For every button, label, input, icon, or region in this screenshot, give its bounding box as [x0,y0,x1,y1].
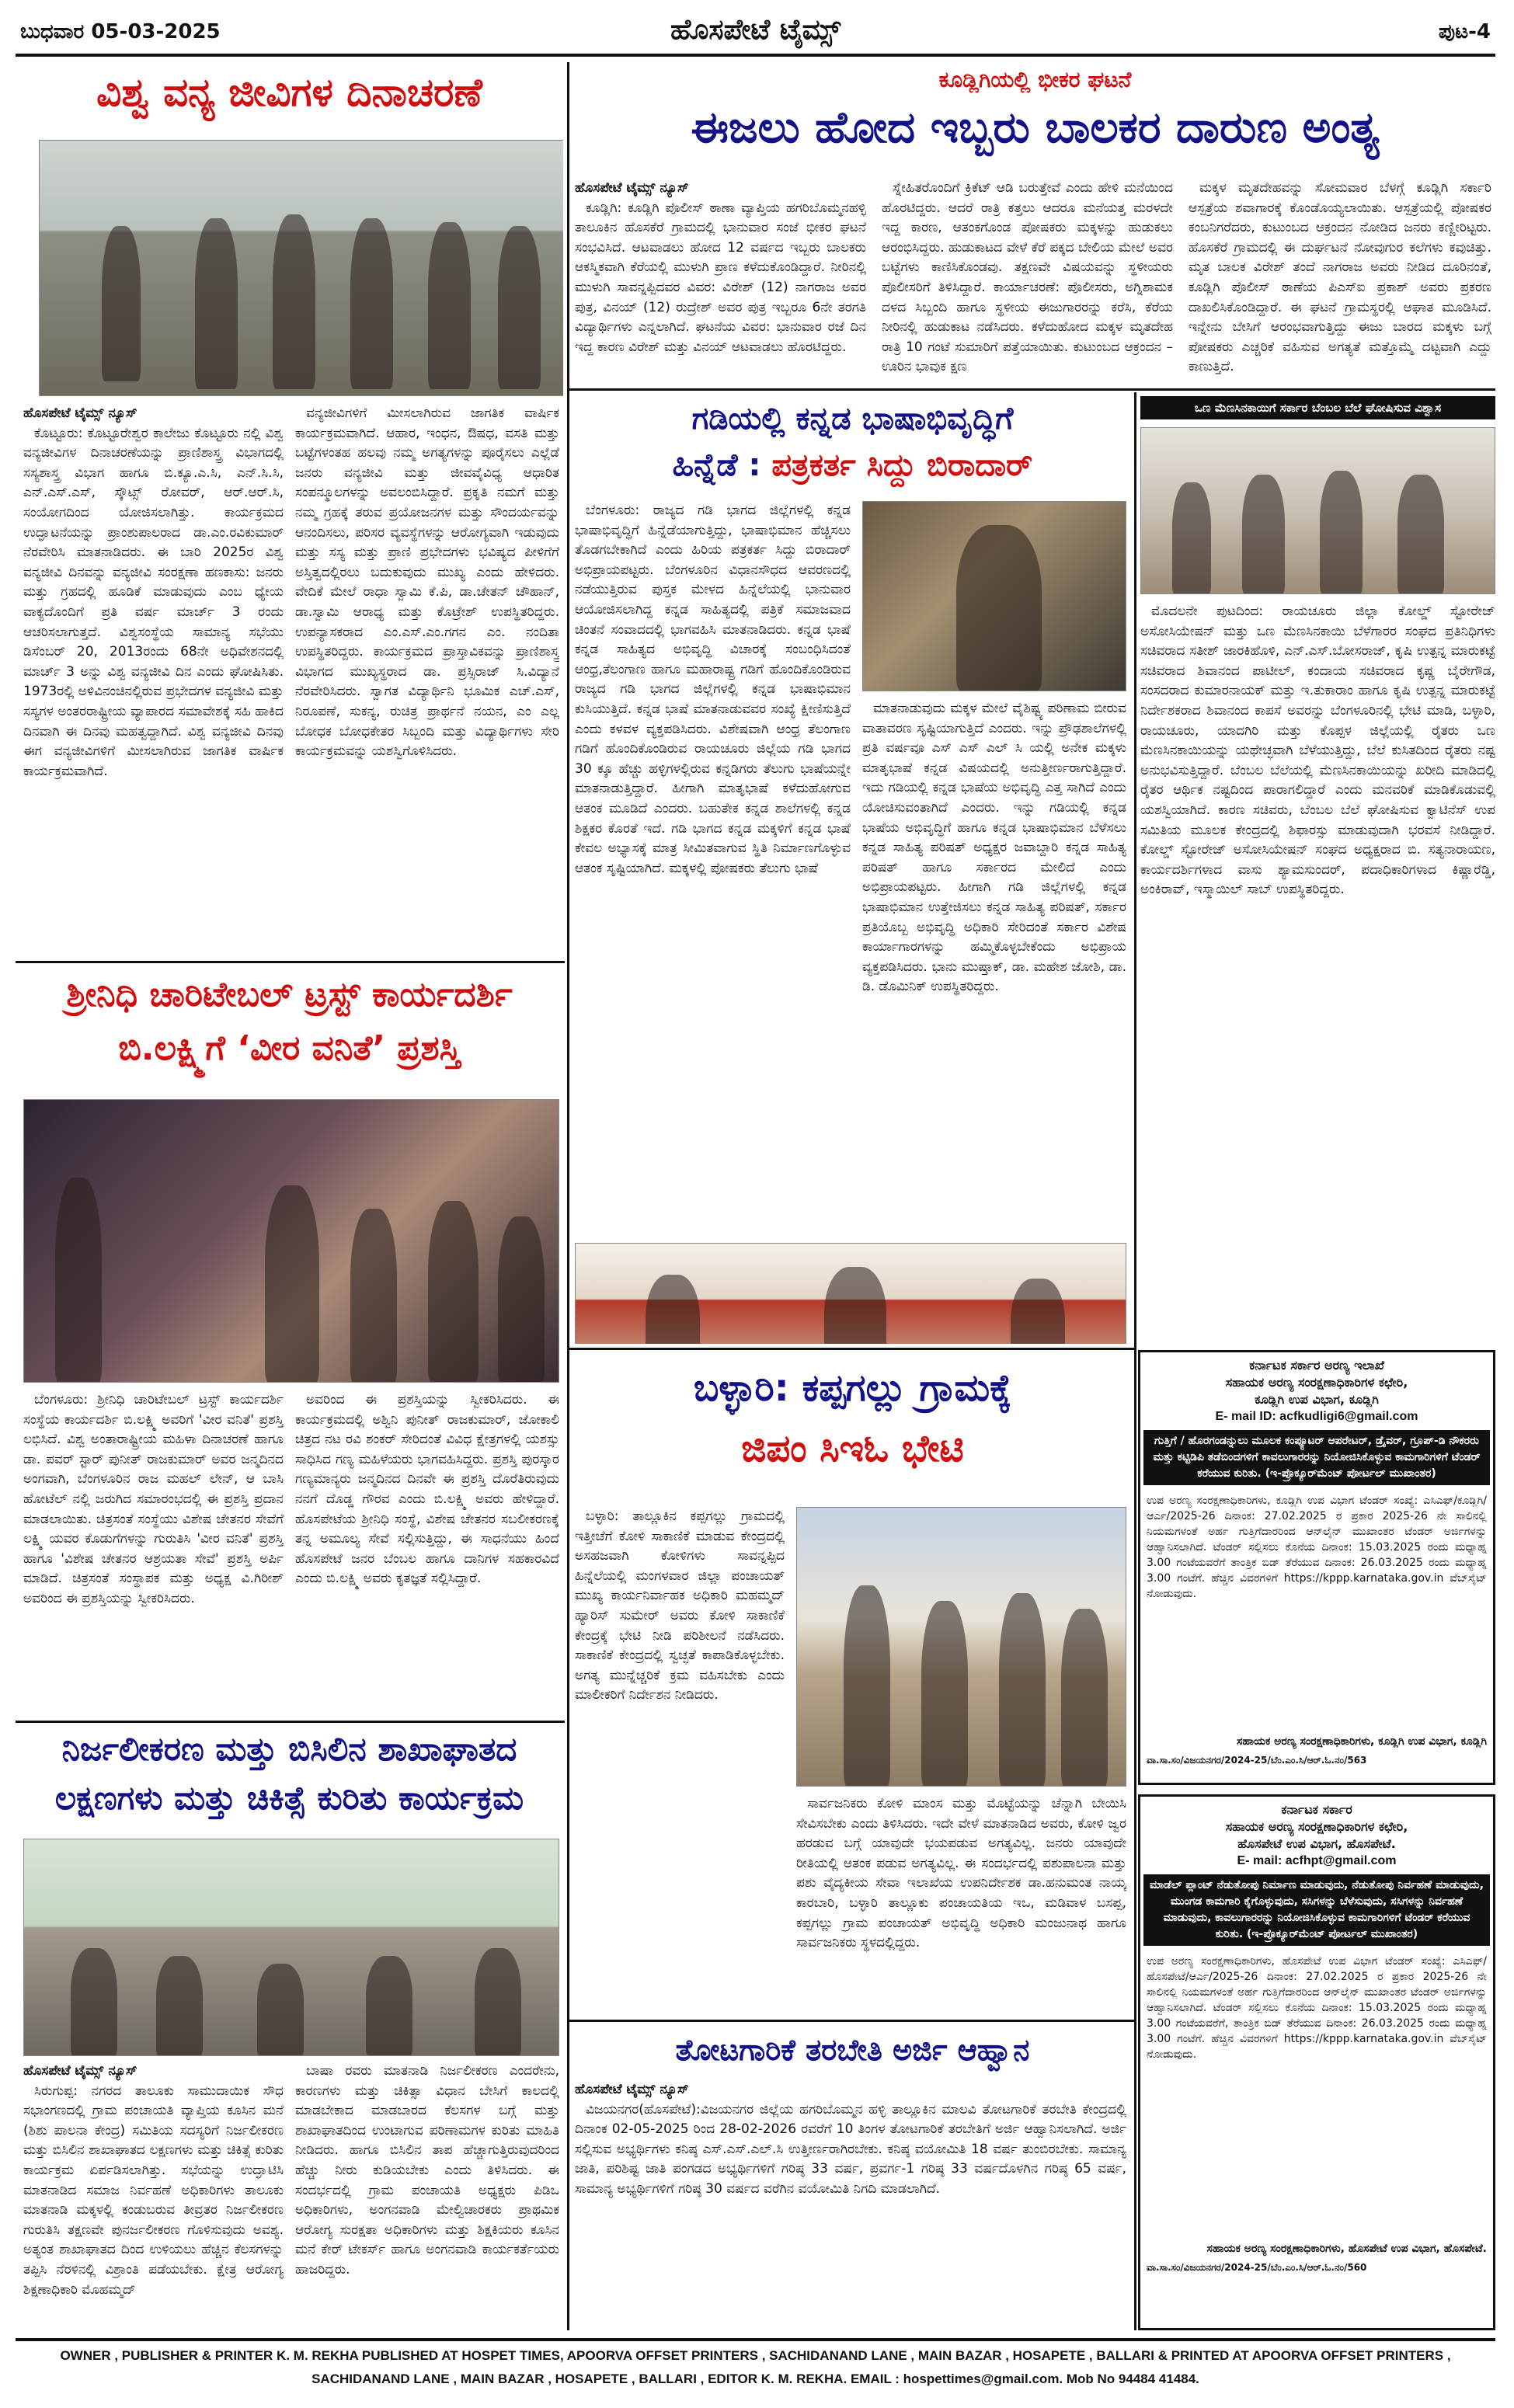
drowning-kicker: ಕೂಡ್ಲಿಗಿಯಲ್ಲಿ ಭೀಕರ ಘಟನೆ [938,67,1132,92]
tender1-title-3: ಕೂಡ್ಲಿಗಿ ಉಪ ವಿಭಾಗ, ಕೂಡ್ಲಿಗಿ [1255,1392,1379,1407]
tender-notice-hosapete [1138,1794,1495,2330]
section-divider [16,961,565,963]
column-divider [1134,1348,1136,2330]
section-divider [16,1721,565,1723]
tender1-subject: ಗುತ್ತಿಗೆ / ಹೊರಗಂಡನ್ನುಲು ಮೂಲಕ ಕಂಪ್ಯೂಟರ್ ಆಪರೇಟರ್, ಡ್ರೈವರ್, ಗ್ರೂಪ್-ಡಿ ನೌಕರರು ಮತ್ತು ಕಟ್ಟಿಡಿಪಿ ತಡೆಬಿಂದಗಳಿಗೆ ಕಾವಲುಗಾರರನ್ನು ನಿಯೋಜಿಸಿಕೊಳ್ಳುವ ಕಾಮಗಾರಿಗಳಿಗೆ ಟೆಂಡರ್ ಕರೆಯುವ ಕುರಿತು. (ಇ-ಪ್ರೊಕ್ಯೂರ್‌ಮೆಂಟ್ ಪೋರ್ಟಲ್ ಮುಖಾಂತರ) [1143,1430,1490,1485]
kannada-headline-2b: ಪತ್ರಕರ್ತ ಸಿದ್ದು ಬಿರಾದಾರ್ [771,447,1033,483]
poultry-visit-photo [796,1507,1126,1787]
tender2-title-2: ಸಹಾಯಕ ಅರಣ್ಯ ಸಂರಕ್ಷಣಾಧಿಕಾರಿಗಳ ಕಛೇರಿ, [1225,1819,1408,1834]
chilli-body [1140,602,1495,1332]
wildlife-text-right: ವನ್ಯಜೀವಿಗಳಿಗೆ ಮೀಸಲಾಗಿರುವ ಜಾಗತಿಕ ವಾರ್ಷಿಕ ಕಾರ್ಯಕ್ರಮವಾಗಿದೆ. ಆಹಾರ, ಇಂಧನ, ಔಷಧ, ವಸತಿ ಮತ್ತು ಬಟ್ಟೆಗಳಂತಹ ಹಲವು ನಮ್ಮ ಅಗತ್ಯಗಳನ್ನು ಪೂರೈಸಲು ಎಲ್ಲೆಡೆ ಜನರು ವನ್ಯಜೀವಿ ಮತ್ತು ಜೀವವೈವಿಧ್ಯ ಆಧಾರಿತ ಸಂಪನ್ಮೂಲಗಳನ್ನು ಅವಲಂಬಿಸಿದ್ದಾರೆ. ಪ್ರಕೃತಿ ನಮಗೆ ಮತ್ತು ನಮ್ಮ ಗ್ರಹಕ್ಕೆ ತರುವ ಪ್ರಯೋಜನಗಳ ಮತ್ತು ಸೌಂದರ್ಯವನ್ನು ಆನಂದಿಸಲು, ಪರಿಸರ ವ್ಯವಸ್ಥೆಗಳನ್ನು ಆರೋಗ್ಯವಾಗಿ ಇಡುವುದು ಮತ್ತು ಸಸ್ಯ ಮತ್ತು ಪ್ರಾಣಿ ಪ್ರಭೇದಗಳು ಭವಿಷ್ಯದ ಪೀಳಿಗೆಗೆ ಅಸ್ತಿತ್ವದಲ್ಲಿರಲು ಬದುಕುವುದು ಮುಖ್ಯ ಎಂದು ಹೇಳಿದರು. ವೇದಿಕೆ ಮೇಲೆ ರಾಧಾ ಸ್ವಾಮಿ ಕೆ.ಪಿ, ಡಾ.ಚೇತನ್ ಚೌಹಾನ್, ಡಾ.ಸ್ವಾಮಿ ಆರಾಧ್ಯ ಮತ್ತು ಕೊಟ್ರೇಶ್ ಉಪಸ್ಥಿತರಿದ್ದರು. ಉಪನ್ಯಾಸಕರಾದ ಎಂ.ಎಸ್.ಎಂ.ಗಗನ ಎಂ. ನಂದಿತಾ ಉಪಸ್ಥಿತರಿದ್ದರು. ಕಾರ್ಯಕ್ರಮದ ಪ್ರಾಸ್ತಾವಿಕವನ್ನು ಪ್ರಾಣಿಶಾಸ್ತ್ರ ವಿಭಾಗದ ಮುಖ್ಯಸ್ಥರಾದ ಡಾ. ಪ್ರಸ್ಸಿರಾಜ್ ಸಿ.ವಿದ್ಯಾನೆ ನೆರವೇರಿಸಿದರು. ಸ್ವಾಗತ ವಿದ್ಯಾರ್ಥಿನಿ ಭೂಮಿಕ ಎಚ್.ಎಸ್, ನಿರೂಪಣೆ, ಸುಕನ್ಯ, ರುಚಿತ್ರ ಪ್ರಾರ್ಥನೆ ನಯನ, ಎಂ ಎಲ್ಲ ಬೋಧಕ ಬೋಧಕೇತರ ಸಿಬ್ಬಂದಿ ಮತ್ತು ವಿದ್ಯಾರ್ಥಿಗಳು ಸೇರಿ ಕಾರ್ಯಕ್ರಮವನ್ನು ಯಶಸ್ವಿಗೊಳಿಸಿದರು. [295,405,559,760]
srinidhi-text-right: ಅವರಿಂದ ಈ ಪ್ರಶಸ್ತಿಯನ್ನು ಸ್ವೀಕರಿಸಿದರು. ಈ ಕಾರ್ಯಕ್ರಮದಲ್ಲಿ ಅಶ್ವಿನಿ ಪುನೀತ್ ರಾಜಕುಮಾರ್, ಜೋಕಾಲಿ ಚಿತ್ರದ ನಟ ರವಿ ಶಂಕರ್ ಸೇರಿದಂತೆ ವಿವಿಧ ಕ್ಷೇತ್ರಗಳಲ್ಲಿ ಯಶಸ್ಸು ಸಾಧಿಸಿದ ಗಣ್ಯ ಮಹಿಳೆಯರು ಭಾಗವಹಿಸಿದ್ದರು. ಪ್ರಶಸ್ತಿ ಪುರಸ್ಕಾರ ಗಣ್ಯಮಾನ್ಯರು ಜನ್ಮದಿನದ ದಿನವೇ ಈ ಪ್ರಶಸ್ತಿ ದೊರೆತಿರುವುದು ನನಗೆ ದೊಡ್ಡ ಗೌರವ ಎಂದು ಬಿ.ಲಕ್ಷ್ಮಿ ಅವರು ಹೇಳಿದ್ದಾರೆ. ಹೊಸಪೇಟೆಯ ಶ್ರೀನಿಧಿ ಸಂಸ್ಥೆ, ವಿಶೇಷ ಚೇತನರ ಸಬಲೀಕರಣಕ್ಕೆ ತನ್ನ ಅಮೂಲ್ಯ ಸೇವೆ ಸಲ್ಲಿಸುತ್ತಿದ್ದು, ಈ ಸಾಧನೆಯು ಹಿಂದೆ ಹೊಸಪೇಟೆ ಜನರ ಬೆಂಬಲ ಹಾಗೂ ದಾನಿಗಳ ಸಹಕಾರವಿದೆ ಎಂದು ಬಿ.ಲಕ್ಷ್ಮಿ ಅವರು ಕೃತಜ್ಞತೆ ಸಲ್ಲಿಸಿದ್ದಾರೆ. [295,1392,559,1587]
dehydration-headline-2: ಲಕ್ಷಣಗಳು ಮತ್ತು ಚಿಕಿತ್ಸೆ ಕುರಿತು ಕಾರ್ಯಕ್ರಮ [54,1778,524,1817]
tender2-subject: ಮಾಡೆಲ್ ಪ್ಲಾಂಟ್ ನೆಡುತೋಪು ನಿರ್ಮಾಣ ಮಾಡುವುದು, ನೆಡುತೋಪು ನಿರ್ವಹಣೆ ಮಾಡುವುದು, ಮುಂಗಡ ಕಾಮಗಾರಿ ಕೈಗೊಳ್ಳುವುದು, ಸಸಿಗಳನ್ನು ಬೆಳೆಸುವುದು, ಸಸಿಗಳನ್ನು ನಿರ್ವಹಣೆ ಮಾಡುವುದು, ಕಾವಲುಗಾರರನ್ನು ನಿಯೋಜಿಸಿಕೊಳ್ಳುವ ಕಾಮಗಾರಿಗಳಿಗೆ ಟೆಂಡರ್ ಕರೆಯುವ ಕುರಿತು. (ಇ-ಪ್ರೊಕ್ಯೂರ್‌ಮೆಂಟ್ ಪೋರ್ಟಲ್ ಮುಖಾಂತರ) [1143,1874,1490,1946]
srinidhi-body-left [23,1390,284,1713]
ballari-headline-1: ಬಳ್ಳಾರಿ: ಕಪ್ಪಗಲ್ಲು ಗ್ರಾಮಕ್ಕೆ [693,1366,1012,1410]
dehydration-body-right [295,2062,559,2330]
kannada-text-left: ಬೆಂಗಳೂರು: ರಾಜ್ಯದ ಗಡಿ ಭಾಗದ ಜಿಲ್ಲೆಗಳಲ್ಲಿ ಕನ್ನಡ ಭಾಷಾಭಿವೃದ್ಧಿಗೆ ಹಿನ್ನೆಡೆಯಾಗುತ್ತಿದ್ದು, ಭಾಷಾಭಿಮಾನ ಹೆಚ್ಚಿಸಲು ತೊಡಗಬೇಕಾಗಿದೆ ಎಂದು ಹಿರಿಯ ಪತ್ರಕರ್ತ ಸಿದ್ದು ಬಿರಾದಾರ್ ಅಭಿಪ್ರಾಯಪಟ್ಟರು. ಬೆಂಗಳೂರಿನ ವಿಧಾನಸೌಧದ ಆವರಣದಲ್ಲಿ ನಡೆಯುತ್ತಿರುವ ಪುಸ್ತಕ ಮೇಳದ ಹಿನ್ನೆಲೆಯಲ್ಲಿ ಭಾನುವಾರ ಆಯೋಜಿಸಲಾಗಿದ್ದ ಕನ್ನಡ ಸಾಹಿತ್ಯದಲ್ಲಿ ಪತ್ರಿಕೆ ಸಮಾಜವಾದ ಚಿಂತನೆ ಸಂವಾದದಲ್ಲಿ ಭಾಗವಹಿಸಿ ಮಾತನಾಡಿದರು. ಕನ್ನಡ ಭಾಷೆ ಕನ್ನಡ ಸಾಹಿತ್ಯದ ಅಭಿವೃದ್ಧಿ ವಿಚಾರಕ್ಕೆ ಸಂಬಂಧಿಸಿದಂತೆ ಆಂಧ್ರ,ತೆಲಂಗಾಣ ಹಾಗೂ ಮಹಾರಾಷ್ಟ್ರ ಗಡಿಗೆ ಹೊಂದಿಕೊಂಡಿರುವ ರಾಜ್ಯದ ಗಡಿ ಭಾಗದ ಜಿಲ್ಲೆಗಳಲ್ಲಿ ಕನ್ನಡ ಭಾಷಾಭಿಮಾನ ಕುಸಿಯುತ್ತಿದೆ. ಕನ್ನಡ ಭಾಷೆ ಮಾತನಾಡುವವರ ಸಂಖ್ಯೆ ಕ್ಷೀಣಿಸುತ್ತಿದೆ ಎಂದು ಕಳವಳ ವ್ಯಕ್ತಪಡಿಸಿದರು. ವಿಶೇಷವಾಗಿ ಆಂಧ್ರ ತೆಲಂಗಾಣ ಗಡಿಗೆ ಹೊಂದಿಕೊಂಡಿರುವ ರಾಯಚೂರು ಜಿಲ್ಲೆಯ ಗಡಿ ಭಾಗದ 30 ಕ್ಕೂ ಹೆಚ್ಚು ಹಳ್ಳಿಗಳಲ್ಲಿರುವ ಕನ್ನಡಿಗರು ತೆಲುಗು ಭಾಷೆಯನ್ನೇ ಮಾತನಾಡುತ್ತಿದ್ದಾರೆ. ಹೀಗಾಗಿ ಮಾತೃಭಾಷೆ ಕಳೆದುಹೋಗುವ ಆತಂಕ ಮೂಡಿದೆ ಎಂದರು. ಬಹುತೇಕ ಕನ್ನಡ ಶಾಲೆಗಳಲ್ಲಿ ಕನ್ನಡ ಶಿಕ್ಷಕರ ಕೊರತೆ ಇದೆ. ಗಡಿ ಭಾಗದ ಕನ್ನಡ ಮಕ್ಕಳಿಗೆ ಕನ್ನಡ ಭಾಷೆ ಕೇವಲ ಅಭ್ಯಾಸಕ್ಕೆ ಮಾತ್ರ ಸೀಮಿತವಾಗುವ ಸ್ಥಿತಿ ನಿರ್ಮಾಣಗೊಳ್ಳುವ ಆತಂಕ ಸೃಷ್ಟಿಯಾಗಿದೆ. ಮಕ್ಕಳಲ್ಲಿ ಪೋಷಕರು ತೆಲುಗು ಭಾಷೆ [575,503,851,876]
drowning-text-1: ಕೂಡ್ಲಿಗಿ: ಕೂಡ್ಲಿಗಿ ಪೊಲೀಸ್ ಠಾಣಾ ವ್ಯಾಪ್ತಿಯ ಹಗರಿಬೊಮ್ಮನಹಳ್ಳಿ ತಾಲೂಕಿನ ಹೊಸಕೆರೆ ಗ್ರಾಮದಲ್ಲಿ ಭಾನುವಾರ ಸಂಜೆ ಭೀಕರ ಘಟನೆ ಸಂಭವಿಸಿದೆ. ಆಟವಾಡಲು ಹೋದ 12 ವರ್ಷದ ಇಬ್ಬರು ಬಾಲಕರು ಆಕಸ್ಮಿಕವಾಗಿ ಕೆರೆಯಲ್ಲಿ ಮುಳುಗಿ ಪ್ರಾಣ ಕಳೆದುಕೊಂಡಿದ್ದಾರೆ. ನೀರಿನಲ್ಲಿ ಮುಳುಗಿ ಸಾವನ್ನಪ್ಪಿದವರ ವಿವರ: ವಿರೇಶ್ (12) ನಾಗರಾಜ ಅವರ ಪುತ್ರ, ವಿನಯ್ (12) ರುದ್ರೇಶ್ ಅವರ ಪುತ್ರ ಇಬ್ಬರೂ 6ನೇ ತರಗತಿ ವಿದ್ಯಾರ್ಥಿಗಳು ಎನ್ನಲಾಗಿದೆ. ಘಟನೆಯ ವಿವರ: ಭಾನುವಾರ ರಜೆ ದಿನ ಇದ್ದ ಕಾರಣ ವಿರೇಶ್ ಮತ್ತು ವಿನಯ್ ಆಟವಾಡಲು ಹೊರಟಿದ್ದರು. [575,200,866,355]
kannada-text-right: ಮಾತನಾಡುವುದು ಮಕ್ಕಳ ಮೇಲೆ ವೈಶಿಷ್ಟ್ಯ ಪರಿಣಾಮ ಬೀರುವ ವಾತಾವರಣ ಸೃಷ್ಟಿಯಾಗುತ್ತಿದೆ ಎಂದರು. ಇನ್ನು ಪ್ರೌಢಶಾಲೆಗಳಲ್ಲಿ ಪ್ರತಿ ವರ್ಷವೂ ಎಸ್ ಎಸ್ ಎಲ್ ಸಿ ಯಲ್ಲಿ ಅನೇಕ ಮಕ್ಕಳು ಮಾತೃಭಾಷೆ ಕನ್ನಡ ವಿಷಯದಲ್ಲಿ ಅನುತ್ತೀರ್ಣರಾಗುತ್ತಿದ್ದಾರೆ. ಇದು ಗಡಿಯಲ್ಲಿ ಕನ್ನಡ ಭಾಷೆಯ ಅಭಿವೃದ್ಧಿ ಎತ್ತ ಸಾಗಿದೆ ಎಂದು ಯೋಚಿಸುವಂತಾಗಿದೆ ಎಂದರು. ಇನ್ನು ಗಡಿಯಲ್ಲಿ ಕನ್ನಡ ಭಾಷೆಯ ಅಭಿವೃದ್ಧಿಗೆ ಹಾಗೂ ಕನ್ನಡ ಭಾಷಾಭಿಮಾನ ಬೆಳೆಸಲು ಕನ್ನಡ ಸಾಹಿತ್ಯ ಪರಿಷತ್ ಅಧ್ಯಕ್ಷರ ಜವಾಬ್ದಾರಿ ಕನ್ನಡ ಸಾಹಿತ್ಯ ಪರಿಷತ್ ಹಾಗೂ ಸರ್ಕಾರದ ಮೇಲಿದೆ ಎಂದು ಅಭಿಪ್ರಾಯಪಟ್ಟರು. ಹೀಗಾಗಿ ಗಡಿ ಜಿಲ್ಲೆಗಳಲ್ಲಿ ಕನ್ನಡ ಭಾಷಾಭಿಮಾನ ಉತ್ತೇಜಿಸಲು ಕನ್ನಡ ಸಾಹಿತ್ಯ ಪರಿಷತ್, ಸರ್ಕಾರ ಪ್ರತಿಯೊಬ್ಬ ಅಭಿವೃದ್ಧಿ ಅಧಿಕಾರಿ ಸೇರಿದಂತೆ ಸರ್ಕಾರ ವಿಶೇಷ ಕಾರ್ಯಾಗಾರಗಳನ್ನು ಹಮ್ಮಿಕೊಳ್ಳಬೇಕೆಂದು ಅಭಿಪ್ರಾಯ ವ್ಯಕ್ತಪಡಿಸಿದರು. ಭಾನು ಮುಷ್ತಾಕ್, ಡಾ. ಮಹೇಶ ಜೋಶಿ, ಡಾ. ಡಿ. ಡೊಮಿನಿಕ್ ಉಪಸ್ಥಿತರಿದ್ದರು. [862,701,1126,995]
wildlife-body-left [23,404,284,948]
horticulture-headline: ತೋಟಗಾರಿಕೆ ತರಬೇತಿ ಅರ್ಜಿ ಆಹ್ವಾನ [675,2033,1030,2067]
kannada-article [575,396,1130,1344]
ballari-article [575,1355,1130,2020]
column-divider [1134,392,1136,1348]
section-divider [569,2020,1134,2022]
book-fair-photo [575,1243,1126,1344]
chilli-article [1140,396,1495,1336]
drowning-headline: ಈಜಲು ಹೋದ ಇಬ್ಬರು ಬಾಲಕರ ದಾರುಣ ಅಂತ್ಯ [691,103,1380,153]
newspaper-title: ಹೊಸಪೇಟೆ ಟೈಮ್ಸ್ [670,14,841,46]
srinidhi-headline-1: ಶ್ರೀನಿಧಿ ಚಾರಿಟೇಬಲ್ ಟ್ರಸ್ಟ್ ಕಾರ್ಯದರ್ಶಿ [66,975,513,1014]
masthead [16,14,1495,57]
ballari-body-2 [796,1794,1126,2016]
issue-date: ಬುಧವಾರ 05-03-2025 [20,20,221,43]
drowning-body-2 [882,179,1173,385]
section-divider [569,1348,1134,1350]
drowning-text-3: ಮಕ್ಕಳ ಮೃತದೇಹವನ್ನು ಸೋಮವಾರ ಬೆಳಗ್ಗೆ ಕೂಡ್ಲಿಗಿ ಸರ್ಕಾರಿ ಆಸ್ಪತ್ರೆಯ ಶವಾಗಾರಕ್ಕೆ ಕೊಂಡೊಯ್ಯಲಾಯಿತು. ಆಸ್ಪತ್ರೆಯಲ್ಲಿ ಪೋಷಕರ ಕಂಬನಿಗರೆದರು, ಕುಟುಂಬದ ಆಕ್ರಂದನ ನೋಡಿದ ಜನರು ಕಣ್ಣೀರಿಟ್ಟರು. ಹೊಸಕೆರೆ ಗ್ರಾಮದಲ್ಲಿ ಈ ದುರ್ಘಟನೆ ನೋವುಗುರ ಕಲೆಗಳು ಕವುಚಿತ್ತು. ಮೃತ ಬಾಲಕ ವಿರೇಶ್ ತಂದೆ ನಾಗರಾಜ ಅವರು ನೀಡಿದ ದೂರಿನಂತೆ, ಕೂಡ್ಲಿಗಿ ಪೊಲೀಸ್ ಠಾಣೆಯ ಪಿಎಸ್‌ಐ ಪ್ರಕಾಶ್ ಅವರು ಪ್ರಕರಣ ದಾಖಲಿಸಿಕೊಂಡಿದ್ದಾರೆ. ಈ ಘಟನೆ ಗ್ರಾಮಸ್ಥರಲ್ಲಿ ಆಘಾತ ಮೂಡಿಸಿದೆ. ಇನ್ನೇನು ಬೇಸಿಗೆ ಆರಂಭವಾಗುತ್ತಿದ್ದು ಈಜು ಬಾರದ ಮಕ್ಕಳು ಬಗ್ಗೆ ಪೋಷಕರು ಎಚ್ಚರಿಕೆ ವಹಿಸುವ ಅಗತ್ಯತೆ ಮತ್ತೊಮ್ಮೆ ದಟ್ಟವಾಗಿ ಎದ್ದು ಕಾಣುತ್ತಿದೆ. [1189,180,1491,375]
tender1-ref: ವಾ.ಸಾ.ಸಂ/ವಿಜಯನಗರ/2024-25/ಬೆಂ.ಎಂ.ಸಿ/ಆರ್.ಓ.ನಂ/563 [1147,1755,1367,1766]
imprint-line-1: OWNER , PUBLISHER & PRINTER K. M. REKHA PUBLISHED AT HOSPET TIMES, APOORVA OFFSET PRINTERS , SACHIDANAND LANE , MAIN BAZAR , HOSAPETE , BALLARI & PRINTED AT APOORVA OFFSET PRINTERS , [60,2348,1451,2363]
wildlife-article [16,62,563,955]
section-divider [569,388,1495,391]
drowning-text-2: ಸ್ನೇಹಿತರೊಂದಿಗೆ ಕ್ರಿಕೆಟ್ ಆಡಿ ಬರುತ್ತೇವೆ ಎಂದು ಹೇಳಿ ಮನೆಯಿಂದ ಹೊರಟಿದ್ದರು. ಆದರೆ ರಾತ್ರಿ ಕತ್ತಲು ಆದರೂ ಮನೆಯತ್ತ ಮರಳದೇ ಇದ್ದ ಕಾರಣ, ಆತಂಕಗೊಂಡ ಪೋಷಕರು ಮಕ್ಕಳನ್ನು ಹುಡುಕಲು ಆರಂಭಿಸಿದ್ದರು. ಹುಡುಕಾಟದ ವೇಳೆ ಕೆರೆ ಪಕ್ಕದ ಬೇಲಿಯ ಮೇಲೆ ಅವರ ಬಟ್ಟೆಗಳು ಕಾಣಿಸಿಕೊಂಡವು. ತಕ್ಷಣವೇ ವಿಷಯವನ್ನು ಸ್ಥಳೀಯರು ಪೊಲೀಸರಿಗೆ ತಿಳಿಸಿದ್ದಾರೆ. ಕಾರ್ಯಾಚರಣೆ: ಪೊಲೀಸರು, ಅಗ್ನಿಶಾಮಕ ದಳದ ಸಿಬ್ಬಂದಿ ಹಾಗೂ ಸ್ಥಳೀಯ ಈಜುಗಾರರನ್ನು ಕರೆಸಿ, ಕೆರೆಯ ನೀರಿನಲ್ಲಿ ಹುಡುಕಾಟ ನಡೆಸಿದರು. ಕಳೆದುಹೋದ ಮಕ್ಕಳ ಮೃತದೇಹ ರಾತ್ರಿ 10 ಗಂಟೆ ಸುಮಾರಿಗೆ ಪತ್ತೆಯಾಯಿತು. ಕುಟುಂಬದ ಆಕ್ರಂದನ – ಊರಿನ ಭಾವುಕ ಕ್ಷಣ [882,180,1173,375]
ballari-text-1: ಬಳ್ಳಾರಿ: ತಾಲ್ಲೂಕಿನ ಕಪ್ಪಗಲ್ಲು ಗ್ರಾಮದಲ್ಲಿ ಇತ್ತೀಚೆಗೆ ಕೋಳಿ ಸಾಕಾಣಿಕೆ ಮಾಡುವ ಕೇಂದ್ರದಲ್ಲಿ ಅಸಹಜವಾಗಿ ಕೋಳಿಗಳು ಸಾವನ್ನಪ್ಪಿದ ಹಿನ್ನೆಲೆಯಲ್ಲಿ ಮಂಗಳವಾರ ಜಿಲ್ಲಾ ಪಂಚಾಯತ್ ಮುಖ್ಯ ಕಾರ್ಯನಿರ್ವಾಹಕ ಅಧಿಕಾರಿ ಮಹಮ್ಮದ್ ಹ್ಯಾರಿಸ್ ಸುಮೇರ್ ಅವರು ಕೋಳಿ ಸಾಕಾಣಿಕೆ ಕೇಂದ್ರಕ್ಕೆ ಭೇಟಿ ನೀಡಿ ಪರಿಶೀಲನೆ ನಡೆಸಿದರು. ಸಾಕಾಣಿಕೆ ಕೇಂದ್ರದಲ್ಲಿ ಸ್ವಚ್ಛತೆ ಕಾಪಾಡಿಕೊಳ್ಳಬೇಕು. ಅಗತ್ಯ ಮುನ್ನೆಚ್ಚರಿಕೆ ಕ್ರಮ ವಹಿಸಬೇಕು ಎಂದು ಮಾಲೀಕರಿಗೆ ನಿರ್ದೇಶನ ನೀಡಿದರು. [575,1508,785,1703]
column-divider [567,62,569,2330]
tender1-title-2: ಸಹಾಯಕ ಅರಣ್ಯ ಸಂರಕ್ಷಣಾಧಿಕಾರಿಗಳ ಕಛೇರಿ, [1225,1375,1408,1390]
tender-notice-kudligi [1138,1350,1495,1785]
tender1-title-1: ಕರ್ನಾಟಕ ಸರ್ಕಾರ ಅರಣ್ಯ ಇಲಾಖೆ [1249,1358,1384,1373]
dehydration-text-right: ಬಾಷಾ ರವರು ಮಾತನಾಡಿ ನಿರ್ಜಲೀಕರಣ ಎಂದರೇನು, ಕಾರಣಗಳು ಮತ್ತು ಚಿಕಿತ್ಸಾ ವಿಧಾನ ಬೇಸಿಗೆ ಕಾಲದಲ್ಲಿ ಮಾಡಬೇಕಾದ ಮಾಡಬಾರದ ಕೆಲಸಗಳ ಬಗ್ಗೆ ಮತ್ತು ಶಾಖಾಘಾತದಿಂದ ಉಂಟಾಗುವ ಪರಿಣಾಮಗಳ ಕುರಿತು ಮಾಹಿತಿ ನೀಡಿದರು. ಹಾಗೂ ಬಿಸಿಲಿನ ತಾಪ ಹೆಚ್ಚಾಗುತ್ತಿರುವುದರಿಂದ ಹೆಚ್ಚು ನೀರು ಕುಡಿಯಬೇಕು ಎಂದು ತಿಳಿಸಿದರು. ಈ ಸಂದರ್ಭದಲ್ಲಿ ಗ್ರಾಮ ಪಂಚಾಯತಿ ಅಧ್ಯಕ್ಷರು ಪಿಡಿಒ ಅಧಿಕಾರಿಗಳು, ಅಂಗನವಾಡಿ ಮೇಲ್ವಿಚಾರಕರು ಪ್ರಾಥಮಿಕ ಆರೋಗ್ಯ ಸುರಕ್ಷತಾ ಅಧಿಕಾರಿಗಳು ಮತ್ತು ಶಿಕ್ಷಕಿಯರು ಕೂಸಿನ ಮನೆ ಕೇರ್ ಟೇಕರ್ಸ್ ಹಾಗೂ ಅಂಗನವಾಡಿ ಕಾರ್ಯಕರ್ತೆಯರು ಹಾಜರಿದ್ದರು. [295,2063,559,2278]
wildlife-body-right [295,404,559,948]
kannada-headline-1: ಗಡಿಯಲ್ಲಿ ಕನ್ನಡ ಭಾಷಾಭಿವೃದ್ಧಿಗೆ [691,401,1014,437]
wildlife-text-left: ಕೊಟ್ಟೂರು: ಕೊಟ್ಟೂರೇಶ್ವರ ಕಾಲೇಜು ಕೊಟ್ಟೂರು ನಲ್ಲಿ ವಿಶ್ವ ವನ್ಯಜೀವಿಗಳ ದಿನಾಚರಣೆಯನ್ನು ಪ್ರಾಣಿಶಾಸ್ತ್ರ ವಿಭಾಗದಲ್ಲಿ ಸಸ್ಯಶಾಸ್ತ್ರ ವಿಭಾಗ ಹಾಗೂ ಬಿ.ಕ್ಯೂ.ಎ.ಸಿ, ಎನ್.ಸಿ.ಸಿ, ಎನ್.ಎಸ್.ಎಸ್, ಸ್ಕೌಟ್ಸ್ ರೋವರ್, ಆರ್.ಆರ್.ಸಿ, ಸಂಯೋಗದಿಂದ ಯೋಜಿಸಲಾಗಿತ್ತು. ಕಾರ್ಯಕ್ರಮದ ಉದ್ಘಾಟನೆಯನ್ನು ಪ್ರಾಂಶುಪಾಲರಾದ ಡಾ.ಎಂ.ರವಿಕುಮಾರ್ ನೆರವೇರಿಸಿ ಮಾತನಾಡಿದರು. ಈ ಬಾರಿ 2025ರ ವಿಶ್ವ ವನ್ಯಜೀವಿ ದಿನವನ್ನು ವನ್ಯಜೀವಿ ಸಂರಕ್ಷಣಾ ಹಣಕಾಸು: ಜನರು ಮತ್ತು ಗ್ರಹದಲ್ಲಿ ಹೂಡಿಕೆ ಮಾಡುವುದು ಎಂಬ ಧ್ಯೇಯ ವಾಕ್ಯದೊಂದಿಗೆ ಪ್ರತಿ ವರ್ಷ ಮಾರ್ಚ್ 3 ರಂದು ಆಚರಿಸಲಾಗುತ್ತದೆ. ವಿಶ್ವಸಂಸ್ಥೆಯ ಸಾಮಾನ್ಯ ಸಭೆಯು ಡಿಸೆಂಬರ್ 20, 2013ರಂದು 68ನೇ ಅಧಿವೇಶನದಲ್ಲಿ ಮಾರ್ಚ್ 3 ಅನ್ನು ವಿಶ್ವ ವನ್ಯಜೀವಿ ದಿನ ಎಂದು ಘೋಷಿಸಿತು. 1973ರಲ್ಲಿ ಅಳಿವಿನಂಚಿನಲ್ಲಿರುವ ಪ್ರಭೇದಗಳ ವನ್ಯಜೀವಿ ಮತ್ತು ಸಸ್ಯಗಳ ಅಂತರರಾಷ್ಟ್ರೀಯ ವ್ಯಾಪಾರದ ಸಮಾವೇಶಕ್ಕೆ ಸಹಿ ಹಾಕಿದ ದಿನವಾಗಿ ಈ ದಿನವು ಮಹತ್ವದ್ದಾಗಿದೆ. ವಿಶ್ವ ವನ್ಯಜೀವಿ ದಿನವು ಈಗ ವನ್ಯಜೀವಿಗಳಿಗೆ ಮೀಸಲಾಗಿರುವ ಜಾಗತಿಕ ವಾರ್ಷಿಕ ಕಾರ್ಯಕ್ರಮವಾಗಿದೆ. [23,425,284,779]
ballari-headline-2: ಜಿಪಂ ಸಿಇಓ ಭೇಟಿ [741,1427,964,1470]
kannada-headline-2 [575,446,1130,485]
horticulture-text: ವಿಜಯನಗರ(ಹೊಸಪೇಟೆ):ವಿಜಯನಗರ ಜಿಲ್ಲೆಯ ಹಗರಿಬೊಮ್ಮನ ಹಳ್ಳಿ ತಾಲ್ಲೂಕಿನ ಮಾಲವಿ ತೋಟಗಾರಿಕೆ ತರಬೇತಿ ಕೇಂದ್ರದಲ್ಲಿ ದಿನಾಂಕ 02-05-2025 ರಿಂದ 28-02-2026 ರವರೆಗೆ 10 ತಿಂಗಳ ತೋಟಗಾರಿಕೆ ತರಬೇತಿಗೆ ಅರ್ಜಿ ಆಹ್ವಾನಿಸಲಾಗಿದೆ. ಅರ್ಜಿ ಸಲ್ಲಿಸುವ ಅಭ್ಯರ್ಥಿಗಳು ಕನಿಷ್ಠ ಎಸ್.ಎಸ್.ಎಲ್.ಸಿ ಉತ್ತೀರ್ಣರಾಗಿರಬೇಕು. ಕನಿಷ್ಠ ವಯೋಮಿತಿ 18 ವರ್ಷ ತುಂಬಿರಬೇಕು. ಸಾಮಾನ್ಯ ಜಾತಿ, ಪರಿಶಿಷ್ಟ ಜಾತಿ ಪಂಗಡದ ಅಭ್ಯರ್ಥಿಗಳಿಗೆ ಗರಿಷ್ಠ 33 ವರ್ಷ, ಪ್ರವರ್ಗ-1 ಗರಿಷ್ಠ 33 ವರ್ಷದೊಳಗಿನ ಗರಿಷ್ಠ 65 ವರ್ಷ, ಸಾಮಾನ್ಯ ಅಭ್ಯರ್ಥಿಗಳಿಗೆ ಗರಿಷ್ಠ 30 ವರ್ಷದ ವರೆಗಿನ ವಯೋಮಿತಿ ನಿಗದಿ ಮಾಡಲಾಗಿದೆ. [575,2101,1126,2197]
ballari-body-1 [575,1507,785,2016]
tender1-text: ಉಪ ಅರಣ್ಯ ಸಂರಕ್ಷಣಾಧಿಕಾರಿಗಳು, ಕೂಡ್ಲಿಗಿ ಉಪ ವಿಭಾಗ ಟೆಂಡರ್ ಸಂಖ್ಯೆ: ಎಸಿಎಫ್/ಕೂಡ್ಲಿಗಿ/ಆರ್ಎ/2025-26 ದಿನಾಂಕ: 27.02.2025 ರ ಪ್ರಕಾರ 2025-26 ನೇ ಸಾಲಿನಲ್ಲಿ ನಿಯಮಗಳಂತೆ ಅರ್ಹ ಗುತ್ತಿಗೆದಾರರಿಂದ ಆನ್‌ಲೈನ್ ಮುಖಾಂತರ ಟೆಂಡರ್ ಅರ್ಜಿಗಳನ್ನು ಆಹ್ವಾನಿಸಲಾಗಿದೆ. ಟೆಂಡರ್ ಸಲ್ಲಿಸಲು ಕೊನೆಯ ದಿನಾಂಕ: 15.03.2025 ರಂದು ಮಧ್ಯಾಹ್ನ 3.00 ಗಂಟೆಯವರೆಗೆ ತಾಂತ್ರಿಕ ಬಿಡ್ ತೆರೆಯುವ ದಿನಾಂಕ: 26.03.2025 ರಂದು ಮಧ್ಯಾಹ್ನ 3.00 ಗಂಟೆಗೆ. ಹೆಚ್ಚಿನ ವಿವರಗಳಿಗೆ https://kppp.karnataka.gov.in ವೆಬ್‌ಸೈಟ್ ನೋಡುವುದು. [1147,1495,1487,1600]
horticulture-body [575,2080,1126,2329]
tender2-title-3: ಹೊಸಪೇಟೆ ಉಪ ವಿಭಾಗ, ಹೊಸಪೇಟೆ. [1237,1836,1396,1851]
wildlife-headline: ವಿಶ್ವ ವನ್ಯ ಜೀವಿಗಳ ದಿನಾಚರಣೆ [96,70,482,115]
dehydration-text-left: ಸಿರುಗುಪ್ಪ: ನಗರದ ತಾಲೂಕು ಸಾಮುದಾಯಿಕ ಸೌಧ ಸಭಾಂಗಣದಲ್ಲಿ ಗ್ರಾಮ ಪಂಚಾಯತಿ ವ್ಯಾಪ್ತಿಯ ಕೂಸಿನ ಮನೆ (ಶಿಶು ಪಾಲನಾ ಕೇಂದ್ರ) ಸಮಿತಿಯ ಸದಸ್ಯರಿಗೆ ನಿರ್ಜಲೀಕರಣ ಮತ್ತು ಬಿಸಿಲಿನ ಶಾಖಾಘಾತದ ಲಕ್ಷಣಗಳು ಮತ್ತು ಚಿಕಿತ್ಸೆ ಕುರಿತು ಕಾರ್ಯಕ್ರಮ ಏರ್ಪಡಿಸಲಾಗಿತ್ತು. ಸಭೆಯನ್ನು ಉದ್ಘಾಟಿಸಿ ಮಾತನಾಡಿದ ಸಮಾಜ ನಿರ್ವಹಣೆ ಅಧಿಕಾರಿಗಳು ತಾಲೂಕು ಮಾತನಾಡಿ ಮಕ್ಕಳಲ್ಲಿ ಕಂಡುಬರುವ ತೀವ್ರತರ ನಿರ್ಜಲೀಕರಣ ಗುರುತಿಸಿ ತಕ್ಷಣವೇ ಪುನರ್ಜಲೀಕರಣ ಗೊಳಿಸುವುದು ಅವಶ್ಯ. ಅತ್ಯಂತ ಶಾಖಾಘಾತದ ದಿಂದ ಉಳಿಯಲು ಹೆಚ್ಚಿನ ಕೆಲಸಗಳನ್ನು ತಪ್ಪಿಸಿ ನೆರಳಿನಲ್ಲಿ ವಿಶ್ರಾಂತಿ ಪಡೆಯಬೇಕು. ಕ್ಷೇತ್ರ ಆರೋಗ್ಯ ಶಿಕ್ಷಣಾಧಿಕಾರಿ ಮೊಹಮ್ಮದ್ [23,2083,284,2298]
imprint-footer [16,2338,1495,2391]
srinidhi-article [16,967,563,1717]
award-photo [23,1099,559,1383]
drowning-body-3 [1189,179,1491,385]
tender1-signature: ಸಹಾಯಕ ಅರಣ್ಯ ಸಂರಕ್ಷಣಾಧಿಕಾರಿಗಳು, ಕೂಡ್ಲಿಗಿ ಉಪ ವಿಭಾಗ, ಕೂಡ್ಲಿಗಿ [1236,1735,1487,1748]
horticulture-byline: ಹೊಸಪೇಟೆ ಟೈಮ್ಸ್ ನ್ಯೂಸ್ [575,2082,689,2097]
srinidhi-body-right [295,1390,559,1713]
chilli-text: ಮೊದಲನೇ ಪುಟದಿಂದ: ರಾಯಚೂರು ಜಿಲ್ಲಾ ಕೋಲ್ಡ್ ಸ್ಟೋರೇಜ್ ಅಸೋಸಿಯೇಷನ್ ಮತ್ತು ಒಣ ಮೆಣಸಿನಕಾಯಿ ಬೆಳೆಗಾರರ ಸಂಘದ ಪ್ರತಿನಿಧಿಗಳು ಸಚಿವರಾದ ಸತೀಶ್ ಜಾರಕಿಹೊಳಿ, ಎನ್.ಎಸ್.ಬೋಸರಾಜ್, ಕೃಷಿ ಉತ್ಪನ್ನ ಮಾರುಕಟ್ಟೆ ಸಚಿವರಾದ ಶಿವಾನಂದ ಪಾಟೀಲ್, ಕಂದಾಯ ಸಚಿವರಾದ ಕೃಷ್ಣ ಬೈರೇಗೌಡ, ಸಂಸದರಾದ ಕುಮಾರನಾಯಕ್ ಮತ್ತು ಇ.ತುಕಾರಾಂ ಹಾಗೂ ಕೃಷಿ ಉತ್ಪನ್ನ ಮಾರುಕಟ್ಟೆ ನಿರ್ದೇಶಕರಾದ ಶಿವಾನಂದ ಕಾಪಸೆ ಅವರನ್ನು ಬೆಂಗಳೂರಿನಲ್ಲಿ ಭೇಟಿ ಮಾಡಿ, ಬಳ್ಳಾರಿ, ರಾಯಚೂರು, ಯಾದಗಿರಿ ಮತ್ತು ಕೊಪ್ಪಳ ಜಿಲ್ಲೆಯಲ್ಲಿ ರೈತರು ಒಣ ಮೆಣಸಿನಕಾಯಿಯನ್ನು ಯಥೇಚ್ಛವಾಗಿ ಬೆಳೆಯುತ್ತಿದ್ದು, ಬೆಲೆ ಕುಸಿತದಿಂದ ರೈತರು ನಷ್ಟ ಅನುಭವಿಸುತ್ತಿದ್ದಾರೆ. ಬೆಂಬಲ ಬೆಲೆಯಲ್ಲಿ ಮೆಣಸಿನಕಾಯಿಯನ್ನು ಖರೀದಿ ಮಾಡಿದಲ್ಲಿ ರೈತರ ಆರ್ಥಿಕ ನಷ್ಟದಿಂದ ಪಾರಾಗಲಿದ್ದಾರೆ ಎಂದು ಮನವರಿಕೆ ಮಾಡಿಕೊಡುವಲ್ಲಿ ಯಶಸ್ವಿಯಾಗಿದೆ. ಕಾರಣ ಸಚಿವರು, ಬೆಂಬಲ ಬೆಲೆ ಘೋಷಿಸುವ ಕ್ವಾಟಿನೆಸ್ ಉಪ ಸಮಿತಿಯ ಮೂಲಕ ಕೇಂದ್ರದಲ್ಲಿ ಶಿಫಾರಸ್ಸು ಮಾಡುವುದಾಗಿ ಭರವಸೆ ನೀಡಿದ್ದಾರೆ. ಕೋಲ್ಡ್ ಸ್ಟೋರೇಜ್ ಅಸೋಸಿಯೇಷನ್ ಸಂಘದ ಅಧ್ಯಕ್ಷರಾದ ಬಿ. ಸತ್ಯನಾರಾಯಣ, ಕಾರ್ಯದರ್ಶಿಗಳಾದ ವಾಸು ಶ್ಯಾಮಸುಂದರ್, ಪದಾಧಿಕಾರಿಗಳಾದ ಕಿಷ್ಣಾರೆಡ್ಡಿ, ಅಂಕಿರಾವ್, ಇಸ್ಮಾಯಿಲ್ ಸಾಬ್ ಉಪಸ್ಥಿತರಿದ್ದರು. [1140,604,1495,898]
wildlife-photo [39,140,563,396]
kannada-headline-2a: ಹಿನ್ನೆಡೆ : [672,447,772,483]
dehydration-byline: ಹೊಸಪೇಟೆ ಟೈಮ್ಸ್ ನ್ಯೂಸ್ [23,2063,137,2079]
wildlife-byline: ಹೊಸಪೇಟೆ ಟೈಮ್ಸ್ ನ್ಯೂಸ್ [23,405,137,421]
tender1-email[interactable]: E- mail ID: acfkudligi6@gmail.com [1215,1410,1418,1423]
drowning-byline: ಹೊಸಪೇಟೆ ಟೈಮ್ಸ್ ನ್ಯೂಸ್ [575,180,689,196]
horticulture-article [575,2026,1130,2333]
dehydration-body-left [23,2062,284,2330]
dehydration-headline-1: ನಿರ್ಜಲೀಕರಣ ಮತ್ತು ಬಿಸಿಲಿನ ಶಾಖಾಘಾತದ [61,1730,517,1768]
imprint-line-2: SACHIDANAND LANE , MAIN BAZAR , HOSAPETE , BALLARI , EDITOR K. M. REKHA. EMAIL : hospettimes@gmail.com. Mob No 94484 41484. [312,2371,1199,2386]
kannada-body-right [862,699,1126,1231]
drowning-article [575,62,1495,388]
chilli-headline: ಒಣ ಮೆಣಸಿನಕಾಯಿಗೆ ಸರ್ಕಾರ ಬೆಂಬಲ ಬೆಲೆ ಘೋಷಿಸುವ ವಿಶ್ವಾಸ [1140,396,1495,419]
ballari-text-2: ಸಾರ್ವಜನಿಕರು ಕೋಳಿ ಮಾಂಸ ಮತ್ತು ಮೊಟ್ಟೆಯನ್ನು ಚೆನ್ನಾಗಿ ಬೇಯಿಸಿ ಸೇವಿಸಬೇಕು ಎಂದು ತಿಳಿಸಿದರು. ಇದೇ ವೇಳೆ ಮಾತನಾಡಿದ ಅವರು, ಕೋಳಿ ಜ್ವರ ಹರಡುವ ಬಗ್ಗೆ ಯಾವುದೇ ಭಯಪಡುವ ಅಗತ್ಯವಿಲ್ಲ. ಜನರು ಯಾವುದೇ ರೀತಿಯಲ್ಲಿ ಆತಂಕ ಪಡುವ ಅಗತ್ಯವಿಲ್ಲ. ಈ ಸಂದರ್ಭದಲ್ಲಿ ಪಶುಪಾಲನಾ ಮತ್ತು ಪಶು ವೈದ್ಯಕೀಯ ಸೇವಾ ಇಲಾಖೆಯ ಉಪನಿರ್ದೇಶಕ ಡಾ.ಹನುಮಂತ ನಾಯ್ಕ ಕಾರಬಾರಿ, ಬಳ್ಳಾರಿ ತಾಲ್ಲೂಕು ಪಂಚಾಯತಿಯ ಇಒ, ಮಡಿವಾಳ ಬಸಪ್ಪ, ಕಪ್ಪಗಲ್ಲು ಗ್ರಾಮ ಪಂಚಾಯತ್ ಅಭಿವೃದ್ಧಿ ಅಧಿಕಾರಿ ಮಂಜುನಾಥ ಹಾಗೂ ಸಾರ್ವಜನಿಕರು ಸ್ಥಳದಲ್ಲಿದ್ದರು. [796,1796,1126,1951]
journalist-photo [862,501,1126,691]
tender2-signature: ಸಹಾಯಕ ಅರಣ್ಯ ಸಂರಕ್ಷಣಾಧಿಕಾರಿಗಳು, ಹೊಸಪೇಟೆ ಉಪ ವಿಭಾಗ, ಹೊಸಪೇಟೆ. [1206,2243,1487,2255]
tender2-ref: ವಾ.ಸಾ.ಸಂ/ವಿಜಯನಗರ/2024-25/ಬೆಂ.ಎಂ.ಸಿ/ಆರ್.ಓ.ನಂ/560 [1147,2262,1367,2273]
tender2-title-1: ಕರ್ನಾಟಕ ಸರ್ಕಾರ [1281,1802,1352,1817]
tender2-text: ಉಪ ಅರಣ್ಯ ಸಂರಕ್ಷಣಾಧಿಕಾರಿಗಳು, ಹೊಸಪೇಟೆ ಉಪ ವಿಭಾಗ ಟೆಂಡರ್ ಸಂಖ್ಯೆ: ಎಸಿಎಫ್/ಹೊಸಪೇಟೆ/ಆರ್ಎ/2025-26 ದಿನಾಂಕ: 27.02.2025 ರ ಪ್ರಕಾರ 2025-26 ನೇ ಸಾಲಿನಲ್ಲಿ ನಿಯಮಗಳಂತೆ ಅರ್ಹ ಗುತ್ತಿಗೆದಾರರಿಂದ ಆನ್‌ಲೈನ್ ಮುಖಾಂತರ ಟೆಂಡರ್ ಅರ್ಜಿಗಳನ್ನು ಆಹ್ವಾನಿಸಲಾಗಿದೆ. ಟೆಂಡರ್ ಸಲ್ಲಿಸಲು ಕೊನೆಯ ದಿನಾಂಕ: 15.03.2025 ರಂದು ಮಧ್ಯಾಹ್ನ 3.00 ಗಂಟೆಯವರೆಗೆ, ತಾಂತ್ರಿಕ ಬಿಡ್ ತೆರೆಯುವ ದಿನಾಂಕ: 26.03.2025 ರಂದು ಮಧ್ಯಾಹ್ನ 3.00 ಗಂಟೆಗೆ. ಹೆಚ್ಚಿನ ವಿವರಗಳಿಗೆ https://kppp.karnataka.gov.in ವೆಬ್‌ಸೈಟ್ ನೋಡುವುದು. [1147,1955,1487,2061]
page-number: ಪುಟ-4 [1438,20,1491,43]
srinidhi-text-left: ಬೆಂಗಳೂರು: ಶ್ರೀನಿಧಿ ಚಾರಿಟೇಬಲ್ ಟ್ರಸ್ಟ್ ಕಾರ್ಯದರ್ಶಿ ಸಂಸ್ಥೆಯ ಕಾರ್ಯದರ್ಶಿ ಬಿ.ಲಕ್ಷ್ಮಿ ಅವರಿಗೆ 'ವೀರ ವನಿತೆ' ಪ್ರಶಸ್ತಿ ಲಭಿಸಿದೆ. ವಿಶ್ವ ಅಂತಾರಾಷ್ಟ್ರೀಯ ಮಹಿಳಾ ದಿನಾಚರಣೆ ಹಾಗೂ ಡಾ. ಪವರ್ ಸ್ಟಾರ್ ಪುನೀತ್ ರಾಜಕುಮಾರ್ ಅವರ ಜನ್ಮದಿನದ ಅಂಗವಾಗಿ, ಬೆಂಗಳೂರಿನ ರಾಜ ಮಹಲ್ ಲೇನ್, ಆ ಬಾಸಿ ಹೋಟೆಲ್ ನಲ್ಲಿ ಜರುಗಿದ ಸಮಾರಂಭದಲ್ಲಿ ಈ ಪ್ರಶಸ್ತಿ ಪ್ರದಾನ ಮಾಡಲಾಯಿತು. ಚಿತ್ರಸಂತೆ ಸಂಸ್ಥೆಯು ವಿಶೇಷ ಚೇತನರ ಸೇವೆಗೆ ಲಕ್ಷ್ಮಿ ಯವರ ಕೊಡುಗೆಗಳನ್ನು ಗುರುತಿಸಿ 'ವೀರ ವನಿತೆ' ಪ್ರಶಸ್ತಿ ಹಾಗೂ 'ವಿಶೇಷ ಚೇತನರ ಆಶ್ರಯತಾ ಸೇವೆ' ಪ್ರಶಸ್ತಿ ಅರ್ಪಿ ಮಾಡಿದೆ. ಚಿತ್ರಸಂತೆ ಸಂಸ್ಥಾಪಕ ಮತ್ತು ಅಧ್ಯಕ್ಷ ವಿ.ಗಿರೀಶ್ ಅವರಿಂದ ಈ ಪ್ರಶಸ್ತಿಯನ್ನು ಸ್ವೀಕರಿಸಿದರು. [23,1392,284,1606]
kannada-body-left [575,501,851,1231]
tender2-email[interactable]: E- mail: acfhpt@gmail.com [1237,1854,1397,1867]
delegation-photo [1140,427,1495,594]
drowning-body-1 [575,179,866,385]
srinidhi-headline-2: ಬಿ.ಲಕ್ಷ್ಮಿಗೆ ‘ವೀರ ವನಿತೆ’ ಪ್ರಶಸ್ತಿ [118,1028,461,1068]
dehydration-article [16,1726,563,2332]
health-program-photo [23,1839,559,2056]
